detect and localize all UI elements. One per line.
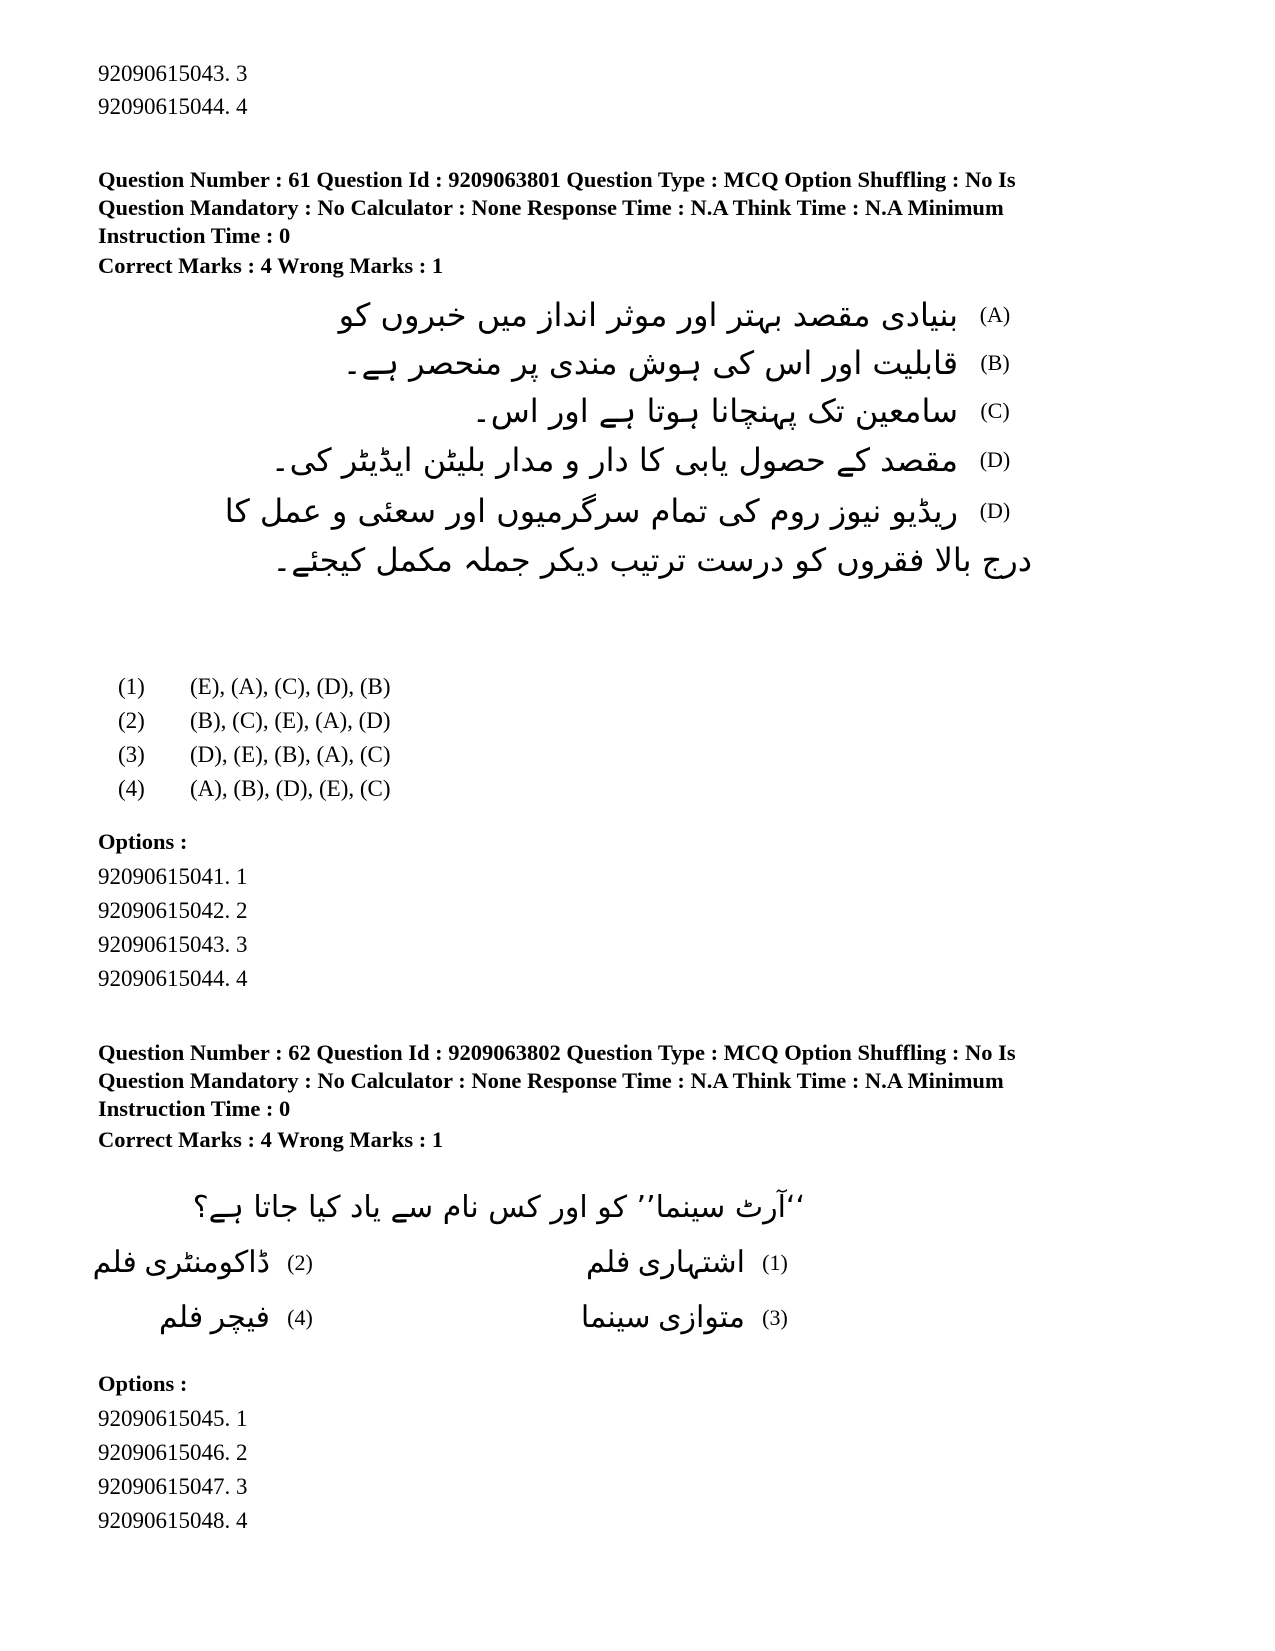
q62-header-line: Question Number : 62 Question Id : 9209063802 Question Type : MCQ Option Shuffling : No Is (98, 1040, 1016, 1065)
statement-text: سامعین تک پہنچانا ہوتا ہے اور اس۔ (471, 392, 958, 430)
q61-header (98, 166, 1178, 250)
option-line: 92090615043. 3 (98, 61, 248, 86)
q62-header (98, 1039, 1178, 1123)
statement-label: (D) (979, 498, 1011, 523)
statement-row (339, 290, 1032, 340)
choice-label: (2) (287, 1249, 313, 1275)
choice-label: (4) (287, 1304, 313, 1330)
answer-row (118, 772, 391, 806)
option-line: 92090615042. 2 (98, 898, 248, 923)
choice-text: اشتہاری فلم (586, 1246, 745, 1279)
answer-text: (B), (C), (E), (A), (D) (190, 708, 391, 733)
q62-choice (159, 1300, 330, 1335)
statement-row (225, 486, 1032, 536)
statement-row (343, 338, 1032, 388)
statement-label: (C) (980, 398, 1010, 423)
q61-answers (118, 670, 391, 806)
q62-choice (581, 1300, 805, 1335)
q62-stem: ‘‘آرٹ سینما’’ کو اور کس نام سے یاد کیا جاتا ہے؟ (192, 1190, 805, 1225)
option-line: 92090615045. 1 (98, 1406, 248, 1431)
q62-choice (586, 1245, 805, 1280)
answer-number: (4) (118, 776, 145, 801)
answer-number: (2) (118, 708, 145, 733)
q61-header-line: Question Number : 61 Question Id : 9209063801 Question Type : MCQ Option Shuffling : No Is (98, 167, 1016, 192)
statement-instruction-row (272, 535, 1032, 585)
statement-label: (D) (979, 447, 1011, 472)
option-line: 92090615041. 1 (98, 864, 248, 889)
statement-row (271, 435, 1032, 485)
option-line: 92090615044. 4 (98, 966, 248, 991)
answer-number: (1) (118, 674, 145, 699)
q61-header-line: Question Mandatory : No Calculator : None Response Time : N.A Think Time : N.A Minimum (98, 195, 1004, 220)
statement-instruction: درج بالا فقروں کو درست ترتیب دیکر جملہ مکمل کیجئے۔ (272, 541, 1032, 579)
answer-row (118, 704, 391, 738)
option-line: 92090615047. 3 (98, 1474, 248, 1499)
answer-text: (A), (B), (D), (E), (C) (190, 776, 391, 801)
statement-label: (A) (979, 302, 1011, 327)
answer-number: (3) (118, 742, 145, 767)
choice-label: (3) (762, 1304, 788, 1330)
statement-label: (B) (980, 350, 1010, 375)
option-line: 92090615048. 4 (98, 1508, 248, 1533)
answer-text: (D), (E), (B), (A), (C) (190, 742, 391, 767)
choice-label: (1) (762, 1249, 788, 1275)
q62-marks: Correct Marks : 4 Wrong Marks : 1 (98, 1127, 444, 1152)
q62-header-line: Instruction Time : 0 (98, 1096, 291, 1121)
choice-text: متوازی سینما (580, 1301, 745, 1334)
choice-text: ڈاکومنٹری فلم (92, 1246, 270, 1279)
q62-options-label: Options : (98, 1371, 188, 1396)
q62-choice (93, 1245, 330, 1280)
answer-row (118, 670, 391, 704)
statement-row (472, 386, 1032, 436)
q61-marks: Correct Marks : 4 Wrong Marks : 1 (98, 253, 444, 278)
q61-statements (224, 290, 1032, 600)
answer-text: (E), (A), (C), (D), (B) (190, 674, 391, 699)
answer-row (118, 738, 391, 772)
statement-text: مقصد کے حصول یابی کا دار و مدار بلیٹن ایڈیٹر کی۔ (270, 441, 958, 479)
option-line: 92090615043. 3 (98, 932, 248, 957)
option-line: 92090615044. 4 (98, 94, 248, 119)
option-line: 92090615046. 2 (98, 1440, 248, 1465)
statement-text: بنیادی مقصد بہتر اور موثر انداز میں خبروں کو (338, 296, 958, 334)
q61-options-label: Options : (98, 829, 188, 854)
q61-header-line: Instruction Time : 0 (98, 223, 291, 248)
statement-text: قابلیت اور اس کی ہوش مندی پر منحصر ہے۔ (342, 344, 958, 382)
q62-header-line: Question Mandatory : No Calculator : None Response Time : N.A Think Time : N.A Minimum (98, 1068, 1004, 1093)
choice-text: فیچر فلم (158, 1301, 270, 1334)
statement-text: ریڈیو نیوز روم کی تمام سرگرمیوں اور سعئی و عمل کا (224, 492, 958, 530)
